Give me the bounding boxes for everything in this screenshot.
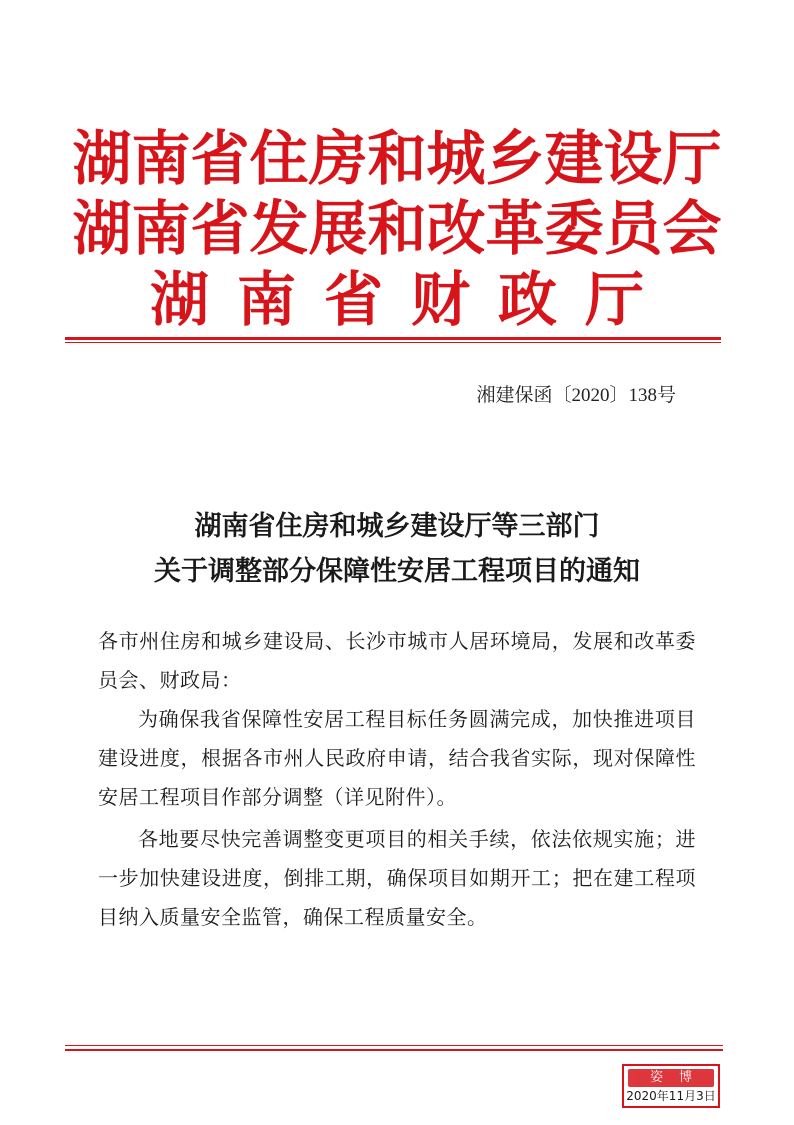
document-body <box>98 622 696 937</box>
issuer-name-development: 湖南省发展和改革委员会 <box>72 194 722 263</box>
body-paragraph-2: 各地要尽快完善调整变更项目的相关手续，依法依规实施；进一步加快建设进度，倒排工期，确保项目如期开工；把在建工程项目纳入质量安全监管，确保工程质量安全。 <box>98 827 696 929</box>
stamp-seal: 姿博 <box>628 1069 714 1087</box>
header-rule-thick <box>65 337 721 340</box>
footer-rule-thick <box>65 1049 723 1051</box>
salutation: 各市州住房和城乡建设局、长沙市城市人居环境局，发展和改革委员会、财政局： <box>98 629 696 692</box>
document-number: 湘建保函〔2020〕138号 <box>476 385 676 406</box>
body-paragraph-1: 为确保我省保障性安居工程目标任务圆满完成，加快推进项目建设进度，根据各市州人民政府申请，结合我省实际，现对保障性安居工程项目作部分调整（详见附件）。 <box>98 707 696 809</box>
document-title-line1: 湖南省住房和城乡建设厅等三部门 <box>194 511 600 542</box>
document-title-line2: 关于调整部分保障性安居工程项目的通知 <box>154 556 640 587</box>
stamp-date: 2020年11月3日 <box>626 1089 716 1103</box>
footer-rule-thin <box>65 1045 723 1046</box>
issuer-name-housing: 湖南省住房和城乡建设厅 <box>72 124 722 193</box>
issuer-name-finance: 湖南省财政厅 <box>149 265 672 334</box>
received-stamp <box>622 1064 720 1108</box>
header-rule-thin <box>65 342 721 343</box>
